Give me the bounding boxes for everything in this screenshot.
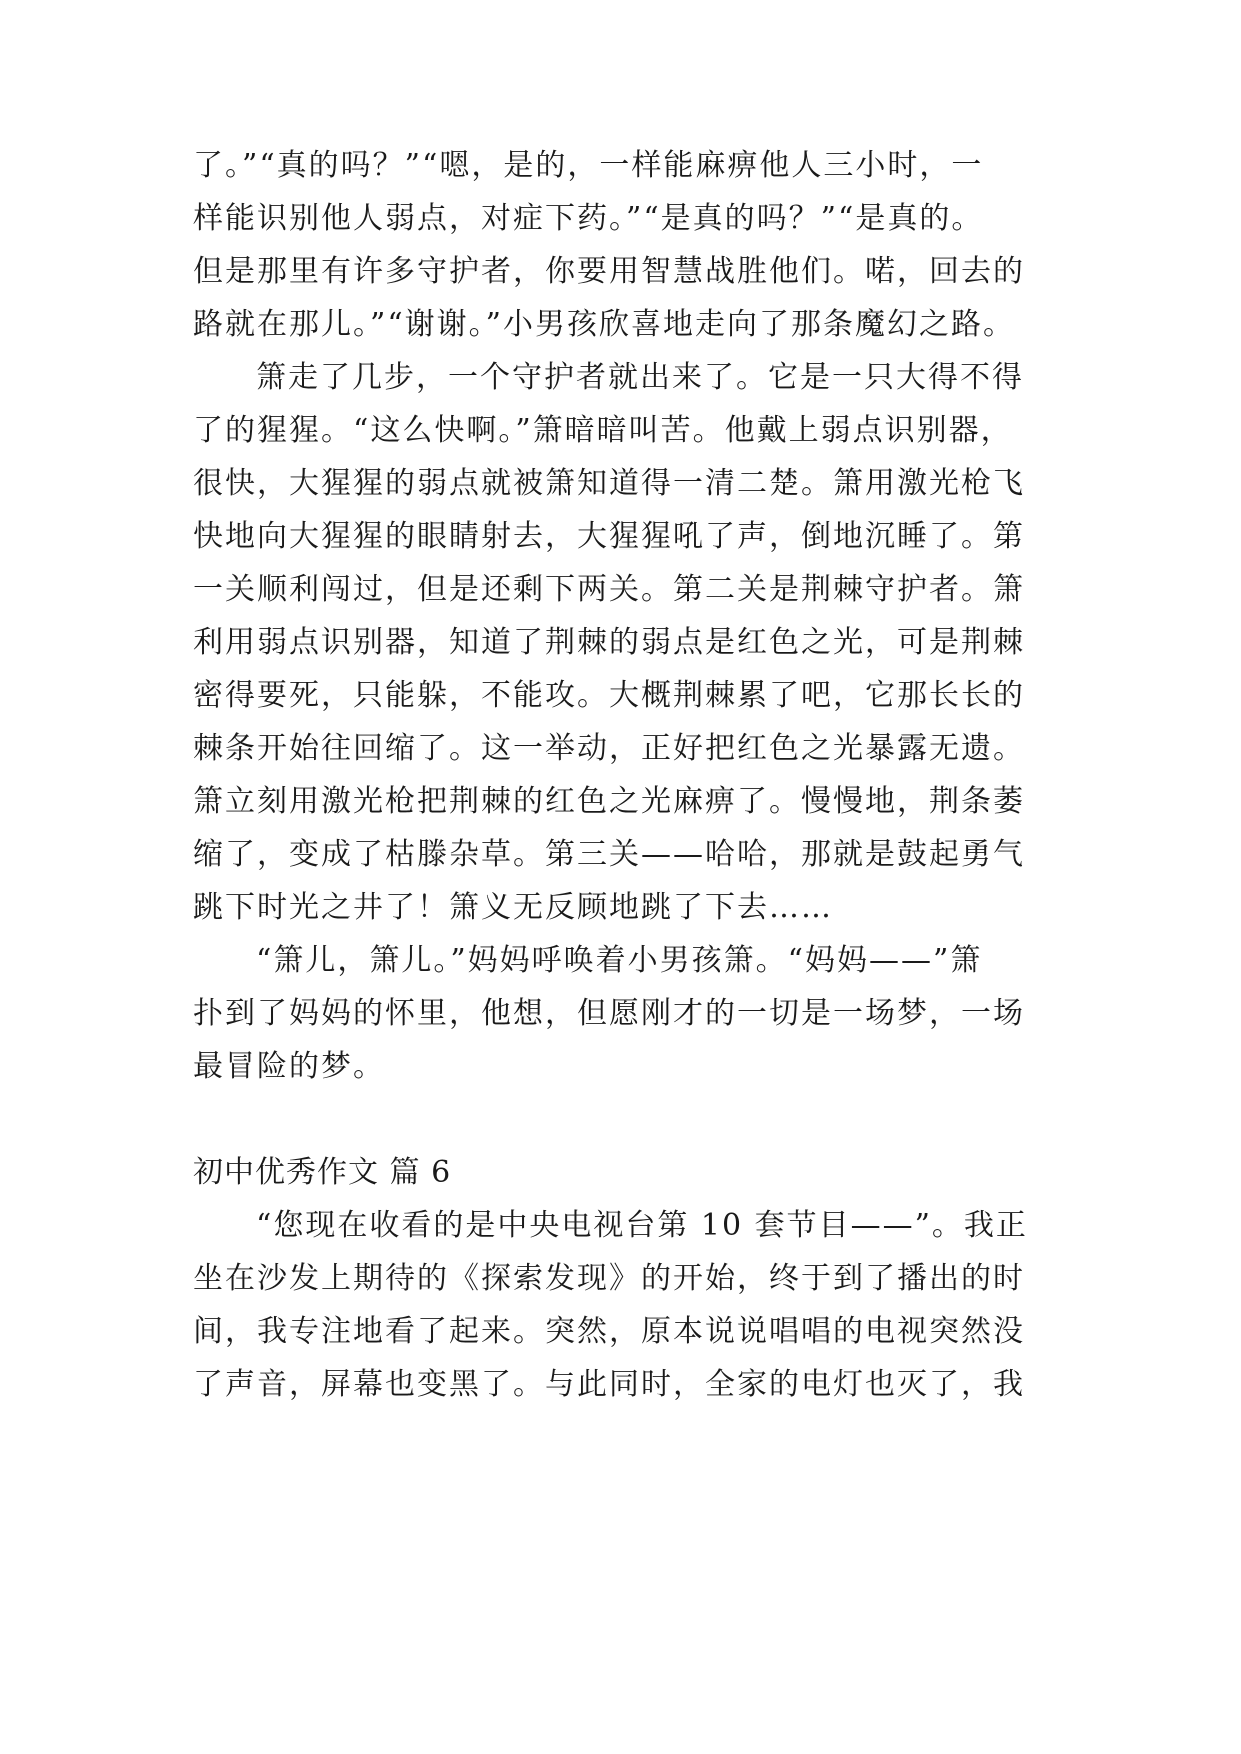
text-line: “箫儿，箫儿。”妈妈呼唤着小男孩箫。“妈妈——”箫 — [256, 943, 983, 978]
section-heading: 初中优秀作文 篇 6 — [193, 1155, 452, 1190]
text-line: 棘条开始往回缩了。这一举动，正好把红色之光暴露无遗。 — [193, 731, 1025, 766]
text-line: 密得要死，只能躲，不能攻。大概荆棘累了吧，它那长长的 — [193, 678, 1025, 713]
text-line: 快地向大猩猩的眼睛射去，大猩猩吼了声，倒地沉睡了。第 — [193, 519, 1025, 554]
text-line: 利用弱点识别器，知道了荆棘的弱点是红色之光，可是荆棘 — [193, 625, 1025, 660]
text-line: 路就在那儿。”“谢谢。”小男孩欣喜地走向了那条魔幻之路。 — [193, 307, 1016, 342]
text-line: 缩了，变成了枯滕杂草。第三关——哈哈，那就是鼓起勇气 — [193, 837, 1025, 872]
text-line: 箫走了几步，一个守护者就出来了。它是一只大得不得 — [256, 360, 1024, 395]
text-line: 了的猩猩。“这么快啊。”箫暗暗叫苦。他戴上弱点识别器， — [193, 413, 1013, 448]
text-line: 坐在沙发上期待的《探索发现》的开始，终于到了播出的时 — [193, 1261, 1025, 1296]
text-line: 样能识别他人弱点，对症下药。”“是真的吗？”“是真的。 — [193, 201, 984, 236]
text-line: 一关顺利闯过，但是还剩下两关。第二关是荆棘守护者。箫 — [193, 572, 1025, 607]
text-line: 扑到了妈妈的怀里，他想，但愿刚才的一切是一场梦，一场 — [193, 996, 1025, 1031]
text-line: 最冒险的梦。 — [193, 1049, 385, 1084]
text-line: 箫立刻用激光枪把荆棘的红色之光麻痹了。慢慢地，荆条萎 — [193, 784, 1025, 819]
text-line: 了声音，屏幕也变黑了。与此同时，全家的电灯也灭了，我 — [193, 1367, 1025, 1402]
text-line: 很快，大猩猩的弱点就被箫知道得一清二楚。箫用激光枪飞 — [193, 466, 1025, 501]
text-line: 了。”“真的吗？”“嗯，是的，一样能麻痹他人三小时，一 — [193, 148, 984, 183]
text-line: 跳下时光之井了！箫义无反顾地跳了下去…… — [193, 890, 833, 925]
text-line: 间，我专注地看了起来。突然，原本说说唱唱的电视突然没 — [193, 1314, 1025, 1349]
text-line: 但是那里有许多守护者，你要用智慧战胜他们。喏，回去的 — [193, 254, 1025, 289]
text-line: “您现在收看的是中央电视台第 10 套节目——”。我正 — [256, 1208, 1028, 1243]
